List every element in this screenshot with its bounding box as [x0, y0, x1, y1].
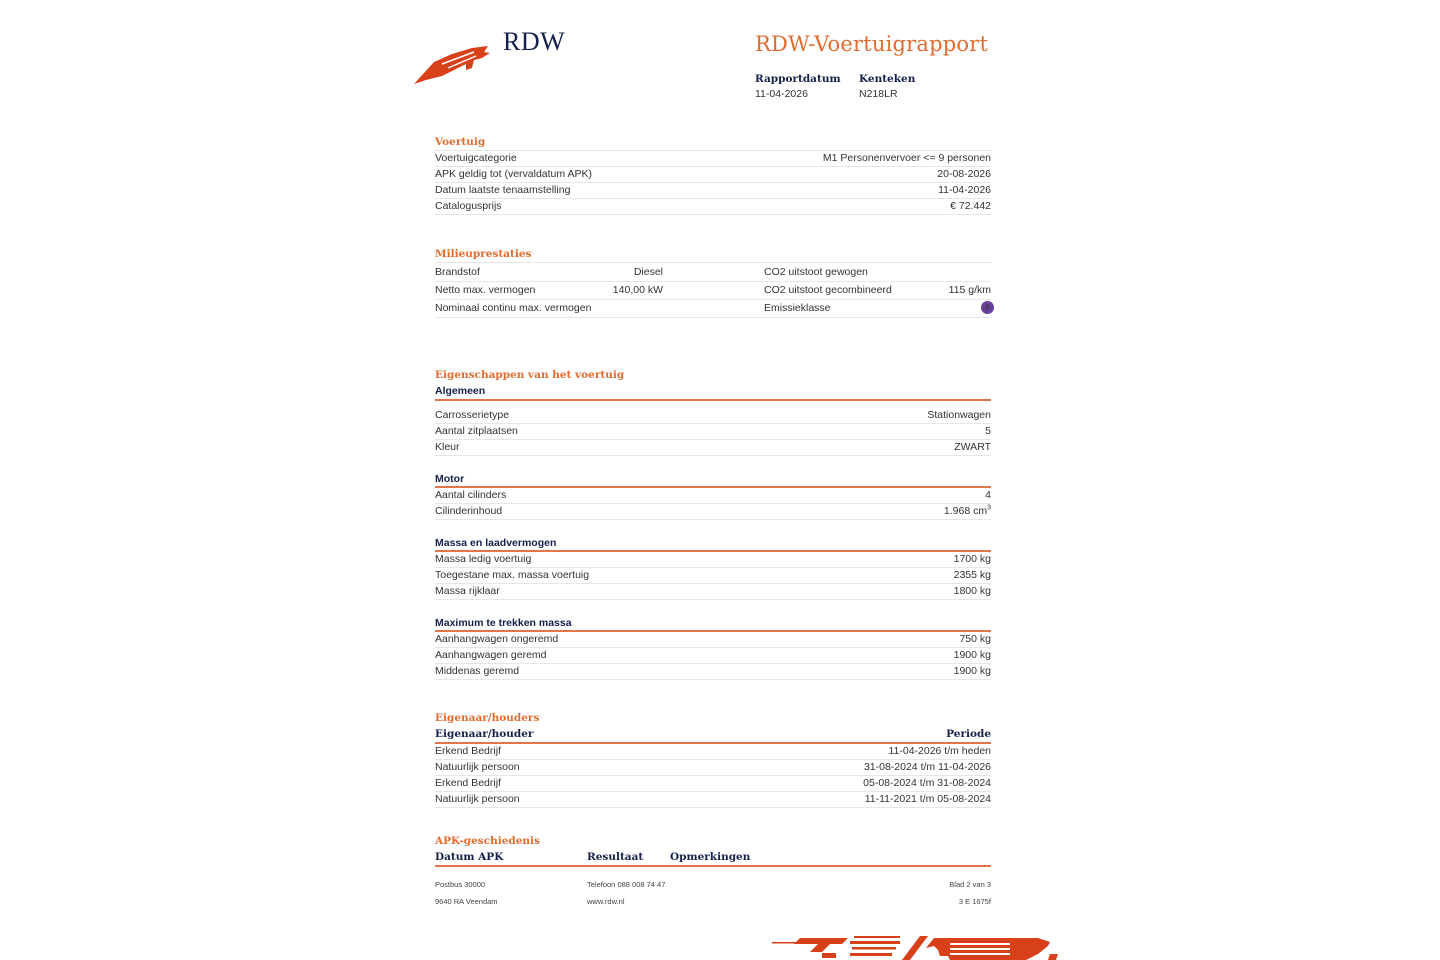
column-header-periode: Periode	[946, 728, 991, 740]
table-row	[435, 487, 991, 504]
footer-telefoon: Telefoon 088 008 74 47	[587, 880, 666, 889]
row-label: Aanhangwagen geremd	[435, 649, 547, 661]
row-value: 31-08-2024 t/m 11-04-2026	[863, 761, 991, 773]
table-row	[435, 759, 991, 776]
footer-plaats: 9640 RA Veendam	[435, 897, 498, 906]
rapportdatum-value: 11-04-2026	[755, 88, 808, 100]
row-label: Nominaal continu max. vermogen	[435, 302, 592, 314]
row-label: Erkend Bedrijf	[435, 777, 501, 789]
row-value: 115 g/km	[948, 284, 991, 296]
row-value: 1900 kg	[953, 665, 991, 677]
row-label: Netto max. vermogen	[435, 284, 536, 296]
table-row	[435, 583, 991, 600]
footer-page-number: Blad 2 van 3	[949, 880, 991, 889]
table-row	[435, 503, 991, 520]
row-label: Natuurlijk persoon	[435, 793, 520, 805]
cilinderinhoud-value: 1.968 cm	[943, 505, 988, 517]
row-value: 1900 kg	[953, 649, 991, 661]
row-value: 11-04-2026 t/m heden	[888, 745, 991, 757]
row-label: Kleur	[435, 441, 460, 453]
milieu-row	[435, 281, 991, 300]
rapportdatum-label: Rapportdatum	[755, 73, 841, 85]
column-header-datum-apk: Datum APK	[435, 851, 504, 863]
row-value: Stationwagen	[927, 409, 991, 421]
table-row	[435, 663, 991, 680]
row-value: 20-08-2026	[937, 168, 991, 180]
row-label: Carrosserietype	[435, 409, 510, 421]
report-title: RDW-Voertuigrapport	[755, 32, 989, 56]
table-row	[435, 150, 991, 167]
row-label: Datum laatste tenaamstelling	[435, 184, 571, 196]
subsection-title-motor: Motor	[435, 473, 465, 485]
row-label: CO2 uitstoot gecombineerd	[764, 284, 892, 296]
row-label: CO2 uitstoot gewogen	[764, 266, 868, 278]
column-header-opmerkingen: Opmerkingen	[670, 851, 751, 863]
subsection-title-massa: Massa en laadvermogen	[435, 537, 557, 549]
superscript: 3	[987, 504, 991, 512]
row-value: Diesel	[633, 266, 663, 278]
section-title-eigenaar: Eigenaar/houders	[435, 712, 540, 724]
row-value: 4	[985, 489, 991, 501]
row-label: Brandstof	[435, 266, 480, 278]
row-label: Voertuigcategorie	[435, 152, 517, 164]
table-row	[435, 647, 991, 664]
row-value: 5	[985, 425, 991, 437]
milieu-row	[435, 263, 991, 282]
table-row	[435, 407, 991, 424]
table-row	[435, 791, 991, 808]
row-label: Aantal zitplaatsen	[435, 425, 518, 437]
row-label: APK geldig tot (vervaldatum APK)	[435, 168, 592, 180]
row-label: Massa rijklaar	[435, 585, 500, 597]
table-row	[435, 631, 991, 648]
row-value: ZWART	[954, 441, 991, 453]
table-row	[435, 551, 991, 568]
emissieklasse-badge: 6	[981, 301, 994, 314]
row-value: 1800 kg	[953, 585, 991, 597]
table-row	[435, 567, 991, 584]
table-row	[435, 743, 991, 760]
row-value: 140,00 kW	[612, 284, 663, 296]
rdw-feather-logo-icon	[412, 44, 494, 86]
decorative-stripes-icon	[770, 934, 1062, 960]
section-title-apk: APK-geschiedenis	[435, 835, 540, 847]
footer-website[interactable]: www.rdw.nl	[587, 897, 625, 906]
rdw-logo-text: RDW	[503, 27, 566, 56]
milieu-row	[435, 299, 991, 318]
row-label: Emissieklasse	[764, 302, 831, 314]
orange-divider	[435, 865, 991, 867]
row-value: M1 Personenvervoer <= 9 personen	[822, 152, 991, 164]
subsection-title-trekken: Maximum te trekken massa	[435, 617, 572, 629]
row-label: Aanhangwagen ongeremd	[435, 633, 559, 645]
column-header-resultaat: Resultaat	[587, 851, 644, 863]
section-title-eigenschappen: Eigenschappen van het voertuig	[435, 369, 625, 381]
table-row	[435, 775, 991, 792]
row-value: 1700 kg	[953, 553, 991, 565]
subsection-title-algemeen: Algemeen	[435, 385, 486, 397]
row-label: Cilinderinhoud	[435, 505, 503, 517]
row-value: 05-08-2024 t/m 31-08-2024	[863, 777, 991, 789]
footer-code: 3 E 1675f	[958, 897, 991, 906]
table-row	[435, 198, 991, 215]
table-row	[435, 423, 991, 440]
row-value: € 72.442	[950, 200, 991, 212]
row-value: 11-04-2026	[938, 184, 991, 196]
section-title-voertuig: Voertuig	[435, 136, 486, 148]
row-value: 750 kg	[959, 633, 991, 645]
row-label: Erkend Bedrijf	[435, 745, 501, 757]
kenteken-value: N218LR	[859, 88, 898, 100]
column-header-eigenaar: Eigenaar/houder	[435, 728, 534, 740]
table-row	[435, 439, 991, 456]
row-label: Middenas geremd	[435, 665, 520, 677]
table-row	[435, 166, 991, 183]
row-value: 11-11-2021 t/m 05-08-2024	[864, 793, 991, 805]
orange-divider	[435, 399, 991, 401]
row-label: Massa ledig voertuig	[435, 553, 532, 565]
row-label: Natuurlijk persoon	[435, 761, 520, 773]
footer-postbus: Postbus 30000	[435, 880, 486, 889]
row-label: Aantal cilinders	[435, 489, 507, 501]
section-title-milieuprestaties: Milieuprestaties	[435, 248, 532, 260]
row-label: Catalogusprijs	[435, 200, 502, 212]
row-value	[944, 503, 991, 519]
row-label: Toegestane max. massa voertuig	[435, 569, 590, 581]
row-value: 2355 kg	[953, 569, 991, 581]
kenteken-label: Kenteken	[859, 73, 916, 85]
table-row	[435, 182, 991, 199]
